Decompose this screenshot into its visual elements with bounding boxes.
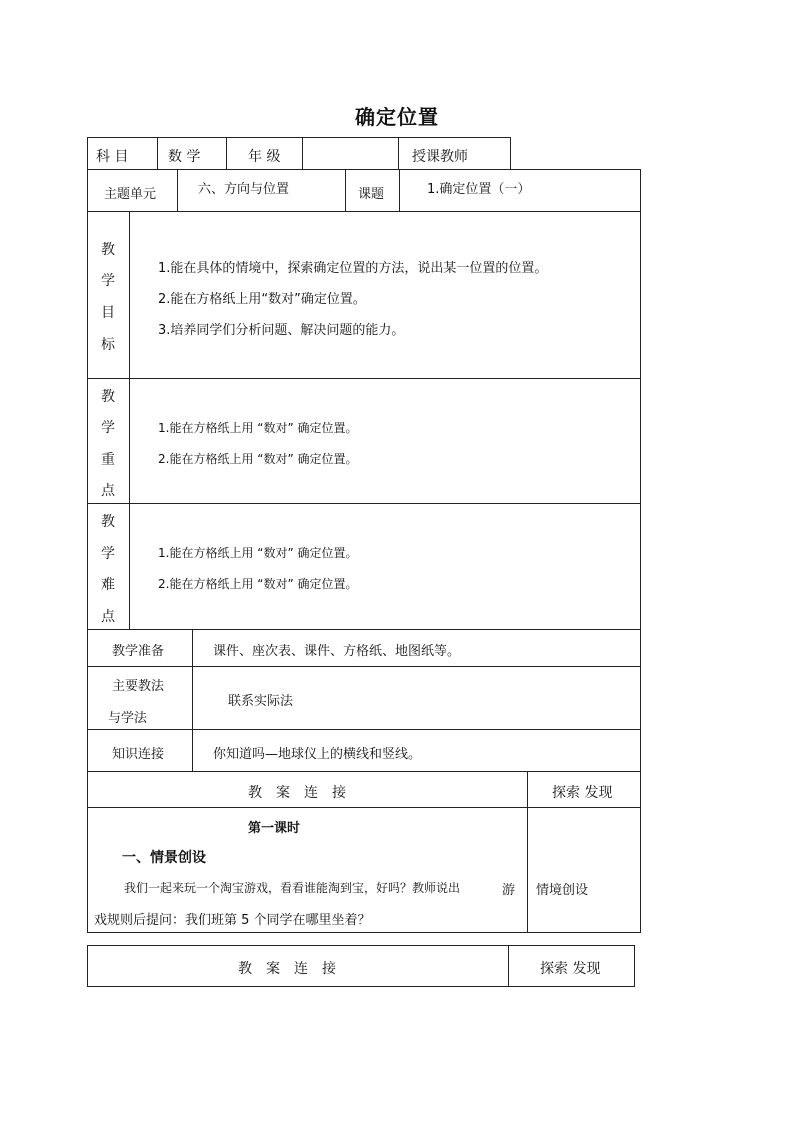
preparation-label: 教学准备 bbox=[112, 644, 165, 659]
lesson-label: 课题 bbox=[358, 187, 385, 202]
difficulty-item: 2.能在方格纸上用 “数对” 确定位置。 bbox=[158, 577, 358, 591]
methods-label-line1: 主要教法 bbox=[112, 679, 165, 694]
difficulty-item: 1.能在方格纸上用 “数对” 确定位置。 bbox=[158, 546, 358, 560]
goal-item: 2.能在方格纸上用“数对”确定位置。 bbox=[158, 292, 366, 307]
unit-value: 六、方向与位置 bbox=[198, 182, 290, 197]
lesson-section: 一、情景创设 bbox=[122, 850, 206, 866]
plan-header-right: 探索 发现 bbox=[552, 785, 613, 801]
subject-value: 数 学 bbox=[168, 149, 201, 165]
knowledge-value: 你知道吗—地球仪上的横线和竖线。 bbox=[213, 747, 422, 762]
plan-header2-left: 教 案 连 接 bbox=[238, 961, 336, 977]
plan-header2-right: 探索 发现 bbox=[540, 961, 601, 977]
goal-item: 3.培养同学们分析问题、解决问题的能力。 bbox=[158, 323, 405, 338]
unit-label: 主题单元 bbox=[104, 187, 157, 202]
lesson-value: 1.确定位置（一） bbox=[427, 182, 531, 197]
preparation-value: 课件、座次表、课件、方格纸、地图纸等。 bbox=[213, 644, 461, 659]
grade-label: 年 级 bbox=[248, 149, 281, 165]
methods-label-line2: 与学法 bbox=[108, 711, 148, 726]
methods-value: 联系实际法 bbox=[228, 694, 294, 709]
knowledge-label: 知识连接 bbox=[112, 747, 165, 762]
goal-item: 1.能在具体的情境中，探索确定位置的方法，说出某一位置的位置。 bbox=[158, 261, 548, 276]
key-point-item: 1.能在方格纸上用 “数对” 确定位置。 bbox=[158, 421, 358, 435]
key-point-item: 2.能在方格纸上用 “数对” 确定位置。 bbox=[158, 452, 358, 466]
subject-label: 科 目 bbox=[96, 149, 129, 165]
lesson-paragraph-line1-end: 游 bbox=[502, 883, 516, 898]
plan-header-left: 教 案 连 接 bbox=[248, 785, 346, 801]
page-title: 确定位置 bbox=[355, 105, 439, 129]
teacher-label: 授课教师 bbox=[412, 149, 468, 165]
lesson-paragraph-line2: 戏规则后提问：我们班第 5 个同学在哪里坐着？ bbox=[94, 913, 371, 928]
lesson-side-note: 情境创设 bbox=[536, 883, 589, 898]
lesson-period: 第一课时 bbox=[248, 821, 301, 836]
lesson-paragraph-line1: 我们一起来玩一个淘宝游戏，看看谁能淘到宝，好吗？教师说出 bbox=[124, 881, 461, 895]
